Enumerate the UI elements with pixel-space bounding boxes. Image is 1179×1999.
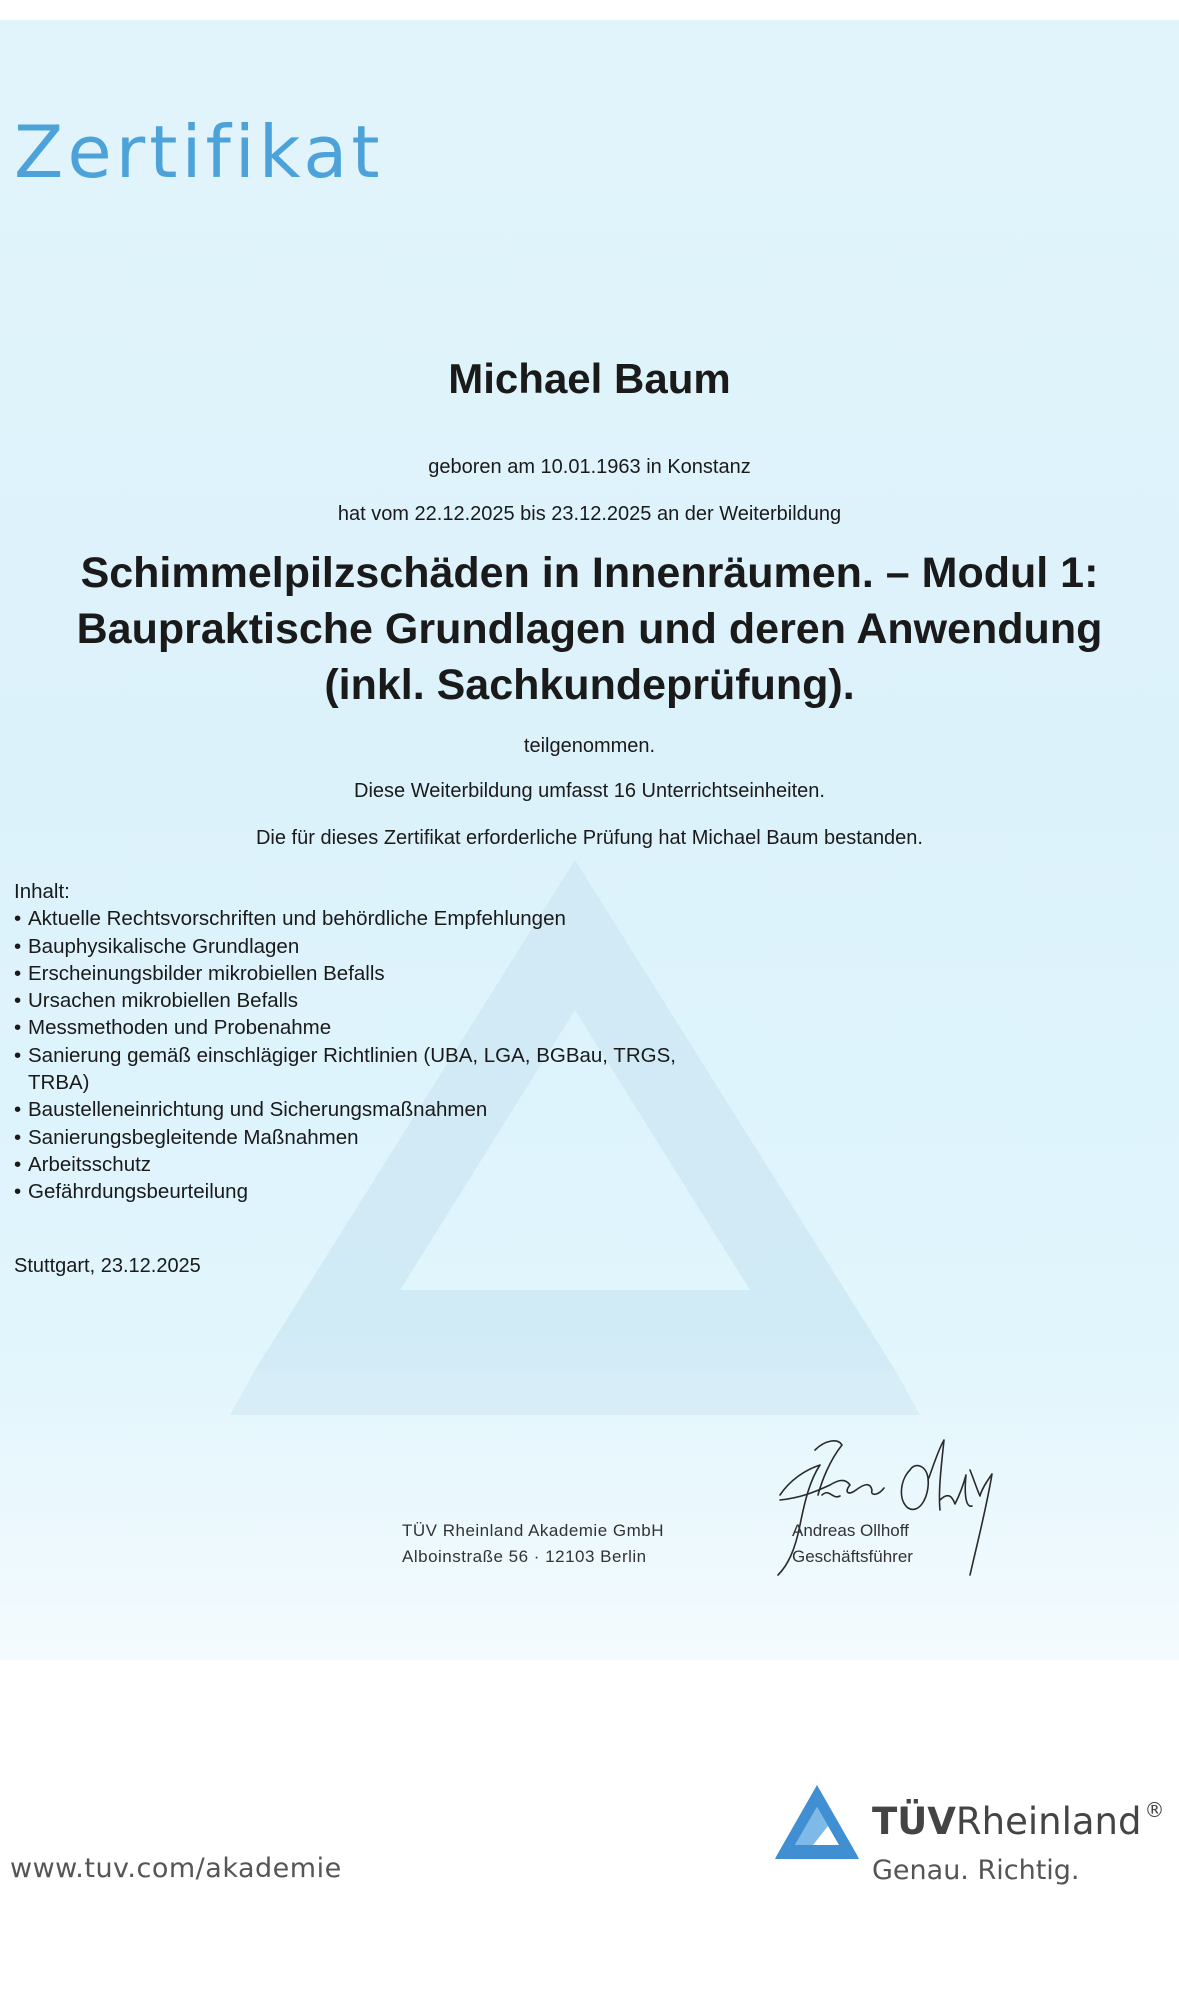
bullet-icon: • — [14, 1180, 22, 1204]
recipient-name: Michael Baum — [448, 355, 731, 402]
bullet-icon: • — [14, 1016, 22, 1040]
participation-line: teilgenommen. — [523, 735, 656, 757]
list-item: • Gefährdungsbeurteilung — [14, 1178, 728, 1205]
list-item: • Aktuelle Rechtsvorschriften und behördliche Empfehlungen — [14, 905, 728, 932]
list-item: • Ursachen mikrobiellen Befalls — [14, 987, 728, 1014]
certificate-title: Zertifikat — [14, 110, 384, 194]
bullet-icon: • — [14, 1098, 22, 1122]
bullet-icon: • — [14, 989, 22, 1013]
course-title-line: (inkl. Sachkundeprüfung). — [324, 661, 855, 709]
list-item: • Bauphysikalische Grundlagen — [14, 933, 728, 960]
list-item: • Arbeitsschutz — [14, 1151, 728, 1178]
contents-section — [14, 878, 728, 1206]
period-line: hat vom 22.12.2025 bis 23.12.2025 an der Weiterbildung — [337, 503, 842, 525]
exam-line: Die für dieses Zertifikat erforderliche Prüfung hat Michael Baum bestanden. — [255, 827, 923, 849]
tuv-triangle-icon — [775, 1783, 859, 1861]
bullet-icon: • — [14, 1152, 22, 1176]
place-date: Stuttgart, 23.12.2025 — [14, 1255, 201, 1277]
registered-mark: ® — [1144, 1798, 1165, 1822]
brand-light: Rheinland — [955, 1800, 1142, 1843]
units-line: Diese Weiterbildung umfasst 16 Unterrichtseinheiten. — [354, 780, 825, 802]
brand-slogan: Genau. Richtig. — [872, 1855, 1080, 1886]
birth-line: geboren am 10.01.1963 in Konstanz — [428, 456, 751, 478]
contents-list — [14, 905, 728, 1205]
course-title — [0, 545, 1179, 713]
bullet-icon: • — [14, 1043, 22, 1067]
issuer-address — [402, 1518, 664, 1570]
signatory — [792, 1518, 913, 1570]
list-item: • Erscheinungsbilder mikrobiellen Befalls — [14, 960, 728, 987]
bullet-icon: • — [14, 961, 22, 985]
bullet-icon: • — [14, 907, 22, 931]
footer-url: www.tuv.com/akademie — [10, 1853, 342, 1884]
brand-bold: TÜV — [872, 1800, 956, 1843]
signatory-name: Andreas Ollhoff — [792, 1521, 909, 1540]
course-title-line: Baupraktische Grundlagen und deren Anwendung — [76, 605, 1103, 653]
issuer-company: TÜV Rheinland Akademie GmbH — [402, 1521, 665, 1540]
list-item: • Sanierungsbegleitende Maßnahmen — [14, 1124, 728, 1151]
contents-heading: Inhalt: — [14, 880, 70, 903]
brand-name — [872, 1800, 1164, 1843]
bullet-icon: • — [14, 934, 22, 958]
issuer-street: Alboinstraße 56 · 12103 Berlin — [402, 1547, 647, 1566]
list-item: • Sanierung gemäß einschlägiger Richtlinien (UBA, LGA, BGBau, TRGS, TRBA) — [14, 1043, 676, 1095]
bullet-icon: • — [14, 1125, 22, 1149]
course-title-line: Schimmelpilzschäden in Innenräumen. – Modul 1: — [80, 549, 1099, 597]
list-item: • Baustelleneinrichtung und Sicherungsmaßnahmen — [14, 1096, 728, 1123]
list-item: • Messmethoden und Probenahme — [14, 1014, 728, 1041]
signatory-role: Geschäftsführer — [792, 1547, 913, 1566]
